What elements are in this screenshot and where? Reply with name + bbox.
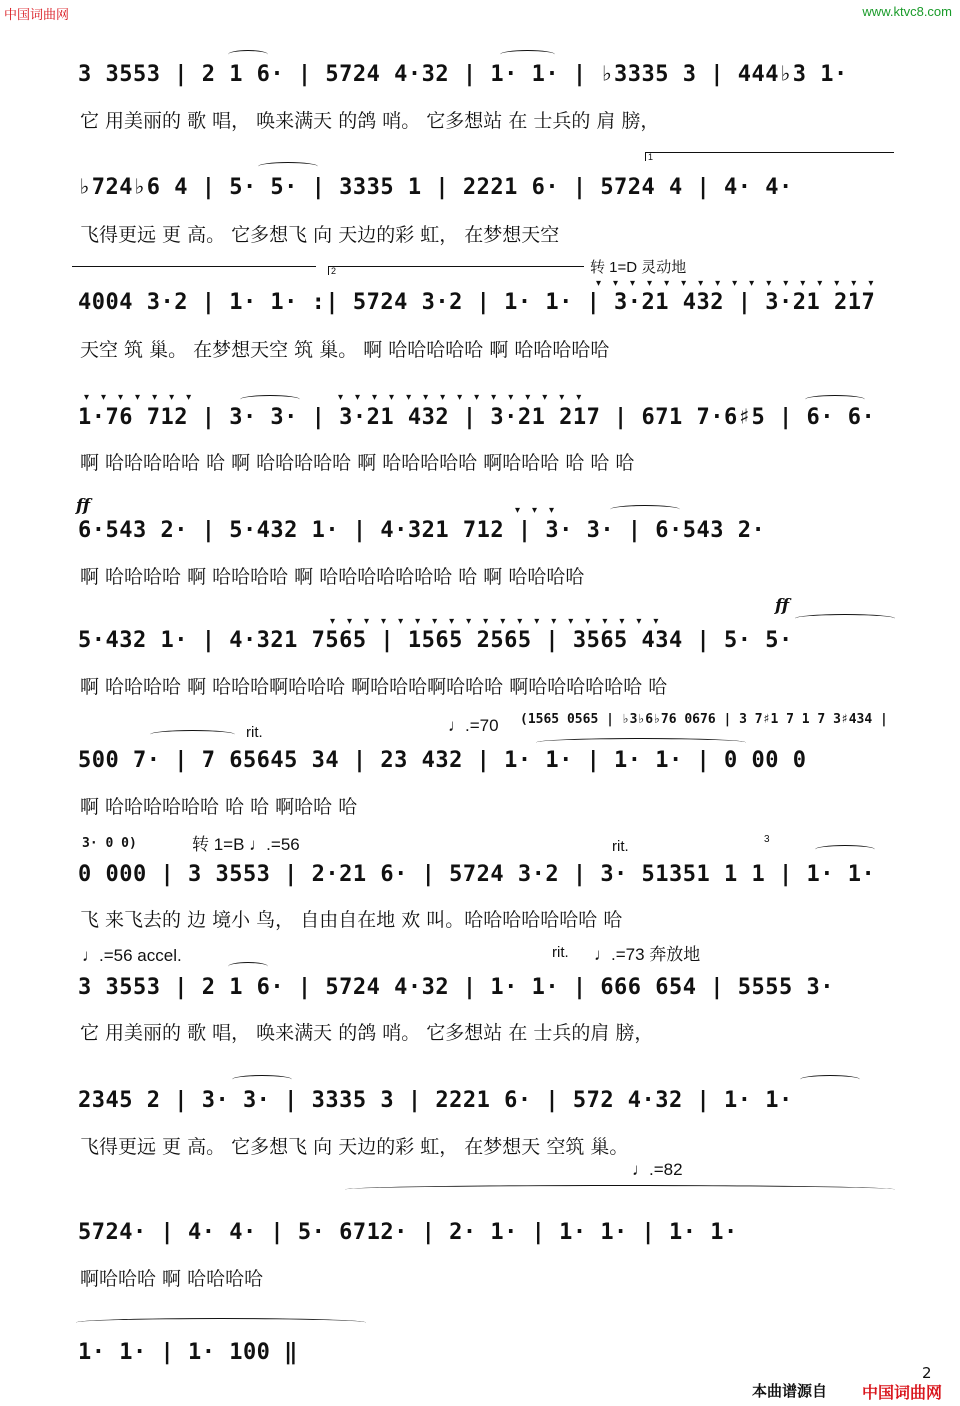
tempo-accel: ♩.=56 accel. — [82, 946, 182, 965]
score-row-lyrics: 它 用美丽的 歌 唱， 唤来满天 的鸽 哨。 它多想站 在 士兵的肩 膀， — [80, 1022, 654, 1044]
site-url-right: www.ktvc8.com — [862, 4, 952, 19]
score-row-notes: 6·543 2· | 5·432 1· | 4·321 712 | 3· 3· | 6·543 2· — [78, 518, 766, 543]
score-row-notes: 5724· | 4· 4· | 5· 6712· | 2· 1· | 1· 1· | 1· 1· — [78, 1220, 738, 1245]
tempo-70: ♩.=70 — [448, 716, 499, 735]
rit-mark: rit. — [246, 724, 263, 741]
tie-slur — [76, 1318, 366, 1327]
tie-slur — [805, 395, 865, 404]
key-change-d: 转 1=D 灵动地 — [590, 259, 687, 276]
accent-marks: ▾▾▾▾▾▾▾▾▾▾▾▾▾▾▾▾▾▾▾▾ — [330, 616, 671, 627]
score-row-lyrics: 飞得更远 更 高。 它多想飞 向 天边的彩 虹， 在梦想天空 — [80, 224, 560, 246]
tempo-82: ♩.=82 — [632, 1160, 683, 1179]
score-row-lyrics: 啊 哈哈哈哈 啊 哈哈哈啊哈哈哈 啊哈哈哈啊哈哈哈 啊哈哈哈哈哈哈 哈 — [80, 676, 668, 698]
footer-source-site: 中国词曲网 — [862, 1383, 943, 1402]
tie-slur — [536, 738, 746, 747]
tie-slur — [815, 845, 875, 854]
triplet-mark: 3 — [764, 834, 770, 845]
score-row-lyrics: 啊 哈哈哈哈哈 哈 啊 哈哈哈哈哈 啊 哈哈哈哈哈 啊哈哈哈 哈 哈 哈 — [80, 452, 635, 474]
volta-bracket-1 — [645, 152, 894, 161]
tie-slur — [228, 962, 268, 971]
tie-slur — [500, 50, 555, 59]
score-row-notes: 5·432 1· | 4·321 7565 | 1565 2565 | 3565 434 | 5· 5· — [78, 628, 793, 653]
tie-slur — [258, 162, 318, 171]
score-row-notes: 0 000 | 3 3553 | 2·21 6· | 5724 3·2 | 3· 51351 1 1 | 1· 1· — [78, 862, 876, 887]
score-row-notes: 500 7· | 7 65645 34 | 23 432 | 1· 1· | 1· 1· | 0 00 0 — [78, 748, 807, 773]
score-row-notes: ♭724♭6 4 | 5· 5· | 3335 1 | 2221 6· | 5724 4 | 4· 4· — [78, 175, 793, 200]
score-row-lyrics: 啊 哈哈哈哈哈哈 哈 哈 啊哈哈 哈 — [80, 796, 358, 818]
tie-slur — [795, 614, 895, 623]
tie-slur — [345, 1185, 895, 1194]
score-row-lyrics: 啊 哈哈哈哈 啊 哈哈哈哈 啊 哈哈哈哈哈哈哈 哈 啊 哈哈哈哈 — [80, 566, 585, 588]
tie-slur — [232, 1075, 292, 1084]
accent-marks: ▾▾▾ — [515, 505, 567, 516]
tie-slur — [610, 505, 680, 514]
rit-mark: rit. — [612, 838, 629, 855]
score-row-lyrics: 天空 筑 巢。 在梦想天空 筑 巢。 啊 哈哈哈哈哈 啊 哈哈哈哈哈 — [80, 339, 610, 361]
tie-slur — [228, 50, 268, 59]
interlude-end: 3· 0 0) — [82, 836, 137, 851]
volta-2-label: 2 — [331, 266, 337, 276]
volta-bracket-1-cont — [72, 266, 316, 275]
score-row-notes: 3 3553 | 2 1 6· | 5724 4·32 | 1· 1· | ♭3335 3 | 444♭3 1· — [78, 62, 848, 87]
accent-marks: ▾▾▾▾▾▾▾ — [84, 392, 204, 403]
dynamic-ff: ff — [76, 496, 91, 516]
tie-slur — [240, 395, 300, 404]
score-row-notes: 1·76 712 | 3· 3· | 3·21 432 | 3·21 217 | 671 7·6♯5 | 6· 6· — [78, 405, 876, 430]
interlude-notes: (1565 0565 | ♭3♭6♭76 0676 | 3 7♯1 7 1 7 3♯434 | — [520, 712, 888, 727]
site-logo-left: 中国词曲网 — [4, 8, 70, 23]
score-row-notes: 2345 2 | 3· 3· | 3335 3 | 2221 6· | 572 4·32 | 1· 1· — [78, 1088, 793, 1113]
score-row-lyrics: 飞得更远 更 高。 它多想飞 向 天边的彩 虹， 在梦想天 空筑 巢。 — [80, 1136, 629, 1158]
score-row-notes: 3 3553 | 2 1 6· | 5724 4·32 | 1· 1· | 666 654 | 5555 3· — [78, 975, 834, 1000]
tie-slur — [150, 730, 235, 739]
tempo-73: ♩.=73 奔放地 — [594, 945, 701, 964]
volta-1-label: 1 — [648, 152, 654, 162]
footer-source-label: 本曲谱源自 — [752, 1382, 828, 1400]
score-row-lyrics: 飞 来飞去的 边 境小 鸟， 自由自在地 欢 叫。哈哈哈哈哈哈哈 哈 — [80, 909, 623, 931]
score-row-notes: 1· 1· | 1· 100 ‖ — [78, 1340, 298, 1365]
accent-marks: ▾▾▾▾▾▾▾▾▾▾▾▾▾▾▾▾▾ — [596, 278, 886, 289]
page-number: 2 — [922, 1364, 932, 1382]
score-row-notes: 4004 3·2 | 1· 1· :| 5724 3·2 | 1· 1· | 3·21 432 | 3·21 217 — [78, 290, 876, 315]
score-row-lyrics: 啊哈哈哈 啊 哈哈哈哈 — [80, 1268, 264, 1290]
accent-marks: ▾▾▾▾▾▾▾▾▾▾▾▾▾▾▾ — [338, 392, 594, 403]
score-row-lyrics: 它 用美丽的 歌 唱， 唤来满天 的鸽 哨。 它多想站 在 士兵的 肩 膀， — [80, 110, 660, 132]
dynamic-ff: ff — [775, 596, 790, 616]
tie-slur — [800, 1075, 860, 1084]
key-change-b: 转 1=B ♩.=56 — [192, 835, 300, 854]
volta-bracket-2 — [328, 266, 584, 275]
rit-mark: rit. — [552, 944, 569, 961]
